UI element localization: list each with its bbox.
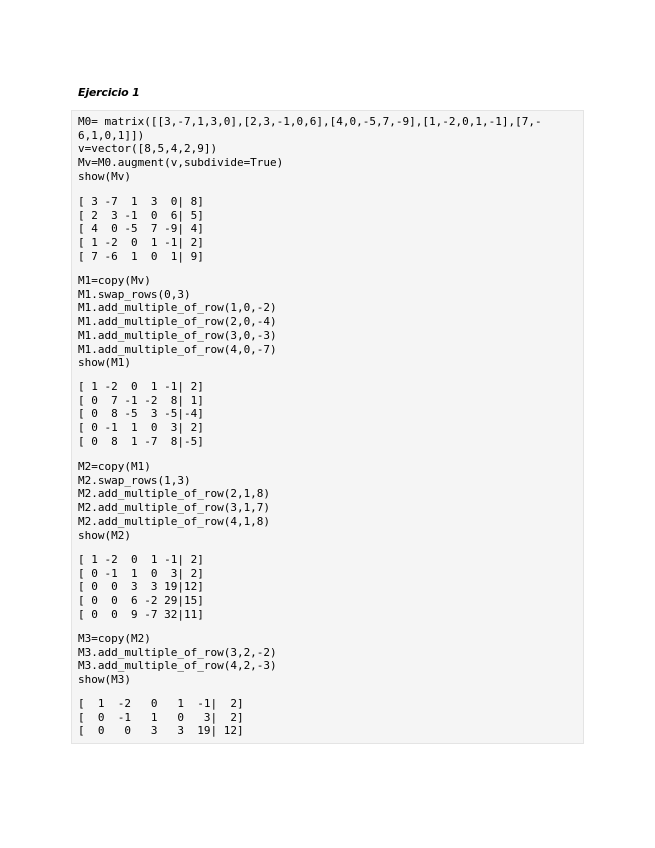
code-block-m3[interactable]: M3=copy(M2) M3.add_multiple_of_row(3,2,-2) M3.add_multiple_of_row(4,2,-3) show(M3) xyxy=(78,632,277,687)
code-block-m0[interactable]: M0= matrix([[3,-7,1,3,0],[2,3,-1,0,6],[4,0,-5,7,-9],[1,-2,0,1,-1],[7,- 6,1,0,1]]) v=vector([8,5,4,2,9]) Mv=M0.augment(v,subdivide=True) show(Mv) xyxy=(78,115,542,183)
output-matrix-mv: [ 3 -7 1 3 0| 8] [ 2 3 -1 0 6| 5] [ 4 0 -5 7 -9| 4] [ 1 -2 0 1 -1| 2] [ 7 -6 1 0 1| 9] xyxy=(78,195,204,263)
output-matrix-m2: [ 1 -2 0 1 -1| 2] [ 0 -1 1 0 3| 2] [ 0 0 3 3 19|12] [ 0 0 6 -2 29|15] [ 0 0 9 -7 32|11] xyxy=(78,553,204,621)
output-matrix-m3: [ 1 -2 0 1 -1| 2] [ 0 -1 1 0 3| 2] [ 0 0 3 3 19| 12] xyxy=(78,697,244,738)
code-block-m1[interactable]: M1=copy(Mv) M1.swap_rows(0,3) M1.add_multiple_of_row(1,0,-2) M1.add_multiple_of_row(2,0,-4) M1.add_multiple_of_row(3,0,-3) M1.add_multiple_of_row(4,0,-7) show(M1) xyxy=(78,274,277,370)
exercise-heading: Ejercicio 1 xyxy=(78,86,140,99)
code-block-m2[interactable]: M2=copy(M1) M2.swap_rows(1,3) M2.add_multiple_of_row(2,1,8) M2.add_multiple_of_row(3,1,7) M2.add_multiple_of_row(4,1,8) show(M2) xyxy=(78,460,271,542)
output-matrix-m1: [ 1 -2 0 1 -1| 2] [ 0 7 -1 -2 8| 1] [ 0 8 -5 3 -5|-4] [ 0 -1 1 0 3| 2] [ 0 8 1 -7 8|-5] xyxy=(78,380,204,448)
